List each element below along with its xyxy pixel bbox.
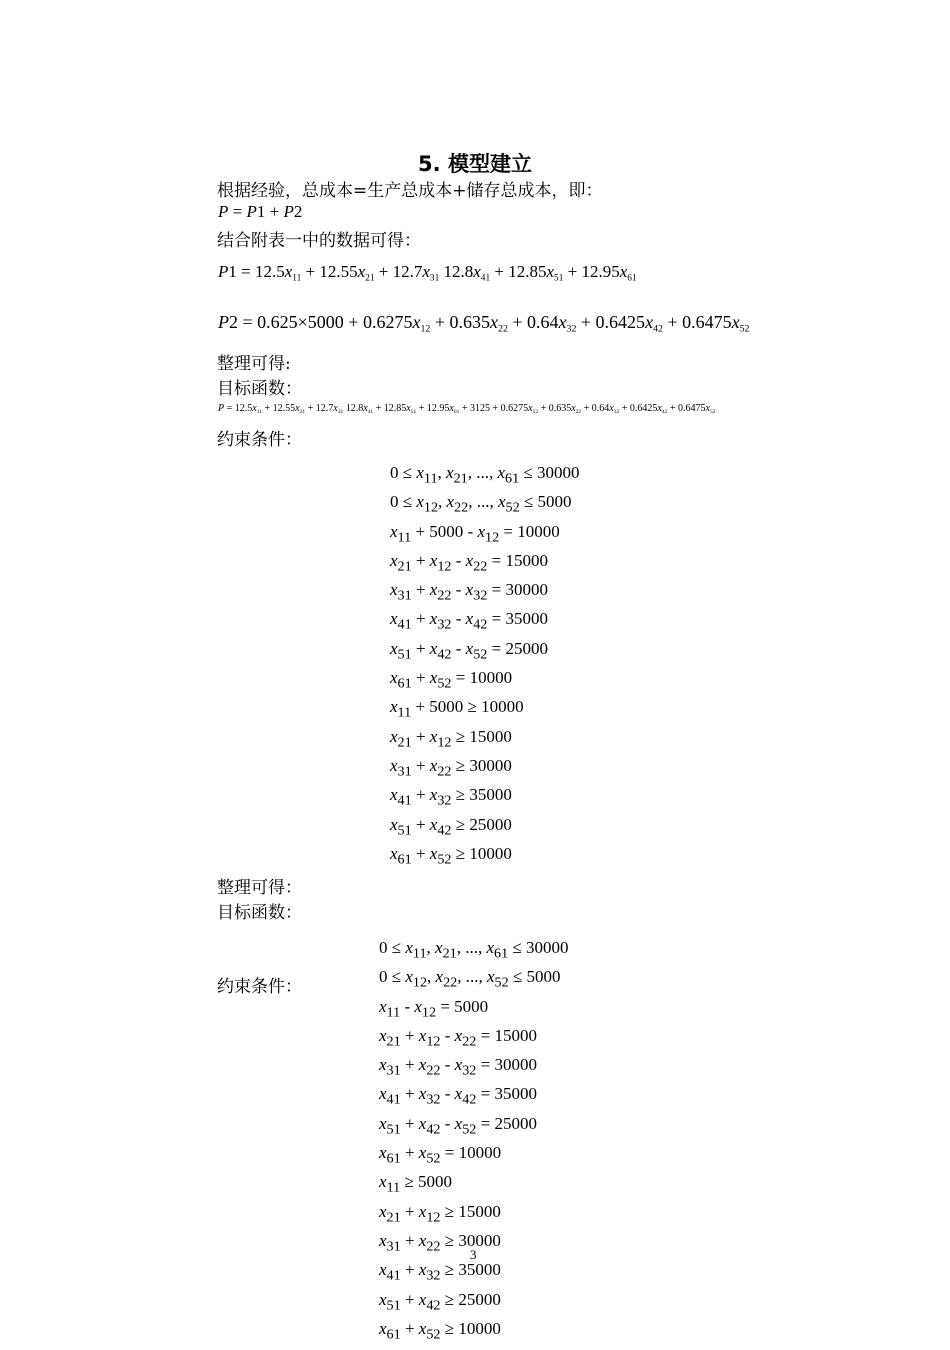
constraint-line: $x_{51} + x_{42} - x_{52} = 25000$ [379,1113,537,1138]
constraint-line: $x_{11} + 5000 - x_{12} = 10000$ [390,521,560,545]
label-constraints: 约束条件： [217,430,302,450]
paragraph-table-data: 结合附表一中的数据可得： [217,231,421,251]
constraint-line: $x_{41} + x_{32} \ge 35000$ [390,785,512,809]
constraint-line: $0 \le x_{11}$, $x_{21}$, ..., $x_{61} \le 30000$ [390,463,580,487]
constraint-line: $x_{51} + x_{42} - x_{52} = 25000$ [390,638,548,663]
constraint-line: $x_{21} + x_{12} - x_{22} = 15000$ [379,1025,537,1050]
paragraph-simplify-2: 整理可得： [217,878,302,898]
section-title: 5. 模型建立 [418,152,532,176]
paragraph-cost-definition: 根据经验，总成本=生产总成本+储存总成本，即： [217,181,603,201]
constraint-line: $x_{51} + x_{42} \ge 25000$ [379,1289,501,1313]
constraint-line: $x_{11} + 5000 \ge 10000$ [390,697,524,721]
constraint-line: $x_{11} - x_{12} = 5000$ [379,996,489,1020]
constraint-line: $x_{61} + x_{52} \ge 10000$ [390,843,512,868]
constraint-line: $x_{31} + x_{22} \ge 30000$ [390,755,512,780]
constraint-line: $x_{21} + x_{12} \ge 15000$ [379,1201,501,1226]
constraint-line: $x_{21} + x_{12} \ge 15000$ [390,726,512,751]
label-objective-function-2: 目标函数： [217,903,302,923]
constraint-line: $x_{11} \ge 5000$ [379,1172,453,1196]
label-objective-function: 目标函数： [217,379,302,399]
equation-total-cost: P = P1 + P2 [218,202,303,221]
constraint-line: $x_{61} + x_{52} = 10000$ [390,668,513,692]
constraint-line: $x_{31} + x_{22} - x_{32} = 30000$ [379,1055,537,1079]
equation-production-cost: $P1 = 12.5x_{11} + 12.55x_{21} + 12.7x_{31}$ $12.8x_{41} + 12.85x_{51} + 12.95x_{61}$ [218,262,637,284]
paragraph-simplify: 整理可得: [217,354,291,374]
constraint-line: $x_{21} + x_{12} - x_{22} = 15000$ [390,550,548,575]
constraint-line: $0 \le x_{12}$, $x_{22}$, ..., $x_{52} \le 5000$ [390,492,572,516]
constraint-line: $x_{41} + x_{32} - x_{42} = 35000$ [390,609,548,633]
constraint-line: $x_{41} + x_{32} - x_{42} = 35000$ [379,1084,537,1108]
constraint-line: $x_{61} + x_{52} = 10000$ [379,1143,502,1167]
constraint-line: $0 \le x_{11}$, $x_{21}$, ..., $x_{61} \le 30000$ [379,938,569,962]
constraint-line: $x_{51} + x_{42} \ge 25000$ [390,814,512,838]
constraint-list-1 [390,458,580,868]
page-number: 3 [470,1247,477,1262]
constraint-line: $x_{61} + x_{52} \ge 10000$ [379,1318,501,1343]
constraint-line: $x_{41} + x_{32} \ge 35000$ [379,1260,501,1284]
equation-storage-cost: $P2 = 0.625\times 5000 + 0.6275x_{12} + 0.635x_{22} + 0.64x_{32} + 0.6425x_{42} + 0.6475x_{52}$ [218,312,750,335]
equation-objective: $P = 12.5x_{11} + 12.55x_{21} + 12.7x_{31}$ $12.8x_{41} + 12.85x_{51} + 12.95x_{61} + 3125 + 0.6275x_{12} + 0.635x_{22} + 0.64x_{32} + 0.6425x_{42} + 0.6475x_{52}$ [218,403,716,415]
constraint-line: $x_{31} + x_{22} \ge 30000$ [379,1230,501,1255]
label-constraints-2: 约束条件： [217,977,302,997]
constraint-list-2 [379,933,569,1343]
constraint-line: $x_{31} + x_{22} - x_{32} = 30000$ [390,580,548,604]
constraint-line: $0 \le x_{12}$, $x_{22}$, ..., $x_{52} \le 5000$ [379,967,561,991]
